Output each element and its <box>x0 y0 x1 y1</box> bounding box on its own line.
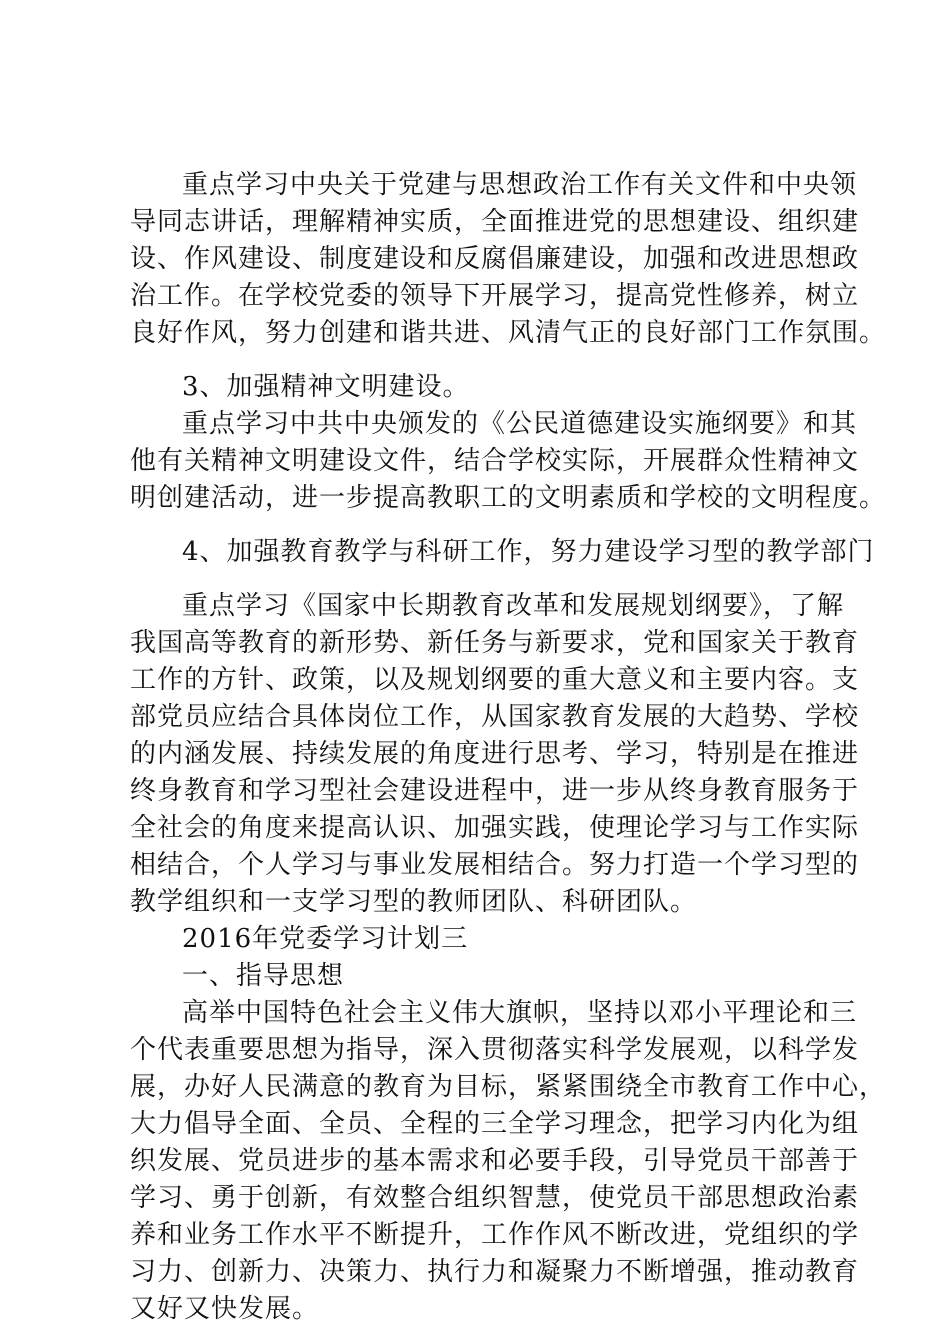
paragraph-line: 养和业务工作水平不断提升，工作作风不断改进，党组织的学 <box>130 1220 860 1250</box>
paragraph-line: 良好作风，努力创建和谐共进、风清气正的良好部门工作氛围。 <box>130 318 887 348</box>
paragraph-line: 设、作风建设、制度建设和反腐倡廉建设，加强和改进思想政 <box>130 244 860 274</box>
paragraph-line: 学习、勇于创新，有效整合组织智慧，使党员干部思想政治素 <box>130 1183 860 1213</box>
paragraph-line: 治工作。在学校党委的领导下开展学习，提高党性修养，树立 <box>130 281 860 311</box>
paragraph-line: 终身教育和学习型社会建设进程中，进一步从终身教育服务于 <box>130 776 860 806</box>
plan-title: 2016年党委学习计划三 <box>182 924 469 954</box>
paragraph-line: 织发展、党员进步的基本需求和必要手段，引导党员干部善于 <box>130 1146 860 1176</box>
paragraph-line: 重点学习《国家中长期教育改革和发展规划纲要》，了解 <box>182 591 845 621</box>
paragraph-line: 他有关精神文明建设文件，结合学校实际，开展群众性精神文 <box>130 446 860 476</box>
paragraph-line: 全社会的角度来提高认识、加强实践，使理论学习与工作实际 <box>130 813 860 843</box>
paragraph-line: 重点学习中央关于党建与思想政治工作有关文件和中央领 <box>182 170 858 200</box>
paragraph-line: 的内涵发展、持续发展的角度进行思考、学习，特别是在推进 <box>130 739 860 769</box>
paragraph-line: 我国高等教育的新形势、新任务与新要求，党和国家关于教育 <box>130 628 860 658</box>
paragraph-line: 高举中国特色社会主义伟大旗帜，坚持以邓小平理论和三 <box>182 998 858 1028</box>
paragraph-line: 教学组织和一支学习型的教师团队、科研团队。 <box>130 887 698 917</box>
paragraph-line: 部党员应结合具体岗位工作，从国家教育发展的大趋势、学校 <box>130 702 860 732</box>
paragraph-line: 展，办好人民满意的教育为目标，紧紧围绕全市教育工作中心， <box>130 1072 887 1102</box>
section-heading: 一、指导思想 <box>182 961 345 991</box>
paragraph-line: 导同志讲话，理解精神实质，全面推进党的思想建设、组织建 <box>130 207 860 237</box>
paragraph-line: 习力、创新力、决策力、执行力和凝聚力不断增强，推动教育 <box>130 1257 860 1287</box>
paragraph-line: 重点学习中共中央颁发的《公民道德建设实施纲要》和其 <box>182 409 858 439</box>
section-heading: 4、加强教育教学与科研工作，努力建设学习型的教学部门 <box>182 537 875 567</box>
section-heading: 3、加强精神文明建设。 <box>182 372 470 402</box>
paragraph-line: 相结合，个人学习与事业发展相结合。努力打造一个学习型的 <box>130 850 860 880</box>
paragraph-line: 个代表重要思想为指导，深入贯彻落实科学发展观，以科学发 <box>130 1035 860 1065</box>
paragraph-line: 明创建活动，进一步提高教职工的文明素质和学校的文明程度。 <box>130 483 887 513</box>
paragraph-line: 又好又快发展。 <box>130 1294 320 1324</box>
paragraph-line: 工作的方针、政策，以及规划纲要的重大意义和主要内容。支 <box>130 665 860 695</box>
paragraph-line: 大力倡导全面、全员、全程的三全学习理念，把学习内化为组 <box>130 1109 860 1139</box>
